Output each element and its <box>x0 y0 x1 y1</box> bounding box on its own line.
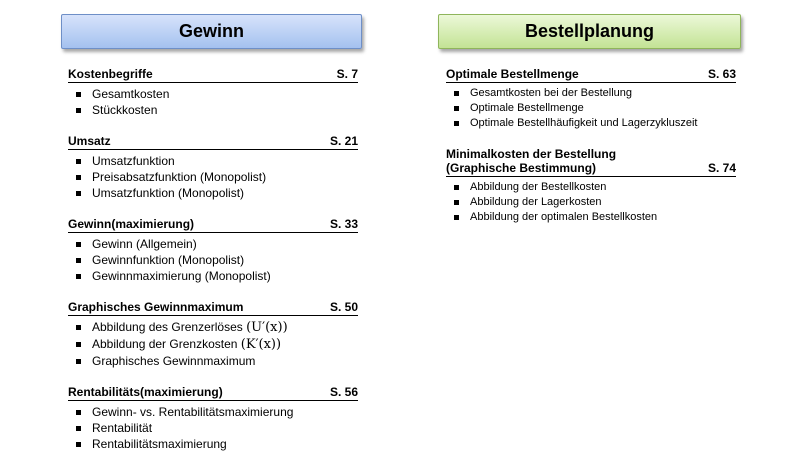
section-graphisches-gewinnmaximum <box>68 300 358 369</box>
formula-k-prime: (K′(x)) <box>240 337 282 352</box>
section-title: Gewinn(maximierung) <box>68 217 195 231</box>
list-item: Gesamtkosten <box>76 86 358 102</box>
gewinn-column <box>68 67 358 468</box>
list-item: Gewinn- vs. Rentabilitätsmaximierung <box>76 404 358 420</box>
list-item: Gewinn (Allgemein) <box>76 236 358 252</box>
list-item: Preisabsatzfunktion (Monopolist) <box>76 169 358 185</box>
section-rentabilitaet <box>68 385 358 452</box>
list-item: Optimale Bestellhäufigkeit und Lagerzykluszeit <box>454 116 736 131</box>
list-item: Stückkosten <box>76 102 358 118</box>
section-heading[interactable] <box>68 300 358 316</box>
bestellplanung-header: Bestellplanung <box>438 14 741 49</box>
section-heading[interactable] <box>68 67 358 83</box>
item-text: Abbildung des Grenzerlöses <box>92 320 243 334</box>
section-title: Kostenbegriffe <box>68 67 153 81</box>
list-item: Gewinnmaximierung (Monopolist) <box>76 268 358 284</box>
section-kostenbegriffe <box>68 67 358 118</box>
formula-u-prime: (U′(x)) <box>246 320 288 335</box>
section-heading[interactable] <box>68 217 358 233</box>
list-item: Rentabilitätsmaximierung <box>76 436 358 452</box>
list-item <box>76 319 358 336</box>
list-item: Umsatzfunktion (Monopolist) <box>76 185 358 201</box>
list-item: Gesamtkosten bei der Bestellung <box>454 86 736 101</box>
list-item: Graphisches Gewinnmaximum <box>76 353 358 369</box>
list-item: Rentabilität <box>76 420 358 436</box>
section-title-line1: Minimalkosten der Bestellung <box>446 147 617 161</box>
list-item: Abbildung der optimalen Bestellkosten <box>454 210 736 225</box>
gewinn-header: Gewinn <box>61 14 362 49</box>
list-item <box>76 336 358 353</box>
page-ref: S. 33 <box>329 217 358 231</box>
page-ref: S. 63 <box>707 67 736 81</box>
section-title: Optimale Bestellmenge <box>446 67 579 81</box>
section-title: Umsatz <box>68 134 111 148</box>
section-optimale-bestellmenge <box>446 67 736 131</box>
page-ref: S. 21 <box>329 134 358 148</box>
list-item: Gewinnfunktion (Monopolist) <box>76 252 358 268</box>
item-text: Abbildung der Grenzkosten <box>92 337 238 351</box>
page-ref: S. 7 <box>336 67 358 81</box>
list-item: Umsatzfunktion <box>76 153 358 169</box>
list-item: Optimale Bestellmenge <box>454 101 736 116</box>
section-umsatz <box>68 134 358 201</box>
section-title: Graphisches Gewinnmaximum <box>68 300 244 314</box>
page-ref: S. 50 <box>329 300 358 314</box>
bestellplanung-column <box>446 67 736 241</box>
page-ref: S. 74 <box>707 161 736 175</box>
section-title-line2: (Graphische Bestimmung) <box>446 161 597 175</box>
section-heading[interactable] <box>68 385 358 401</box>
list-item: Abbildung der Lagerkosten <box>454 195 736 210</box>
section-heading[interactable] <box>68 134 358 150</box>
section-title: Rentabilitäts(maximierung) <box>68 385 223 399</box>
section-heading[interactable] <box>446 67 736 83</box>
section-heading[interactable] <box>446 147 736 177</box>
page-ref: S. 56 <box>329 385 358 399</box>
list-item: Abbildung der Bestellkosten <box>454 180 736 195</box>
section-minimalkosten <box>446 147 736 225</box>
section-title <box>446 147 616 175</box>
section-gewinnmaximierung <box>68 217 358 284</box>
